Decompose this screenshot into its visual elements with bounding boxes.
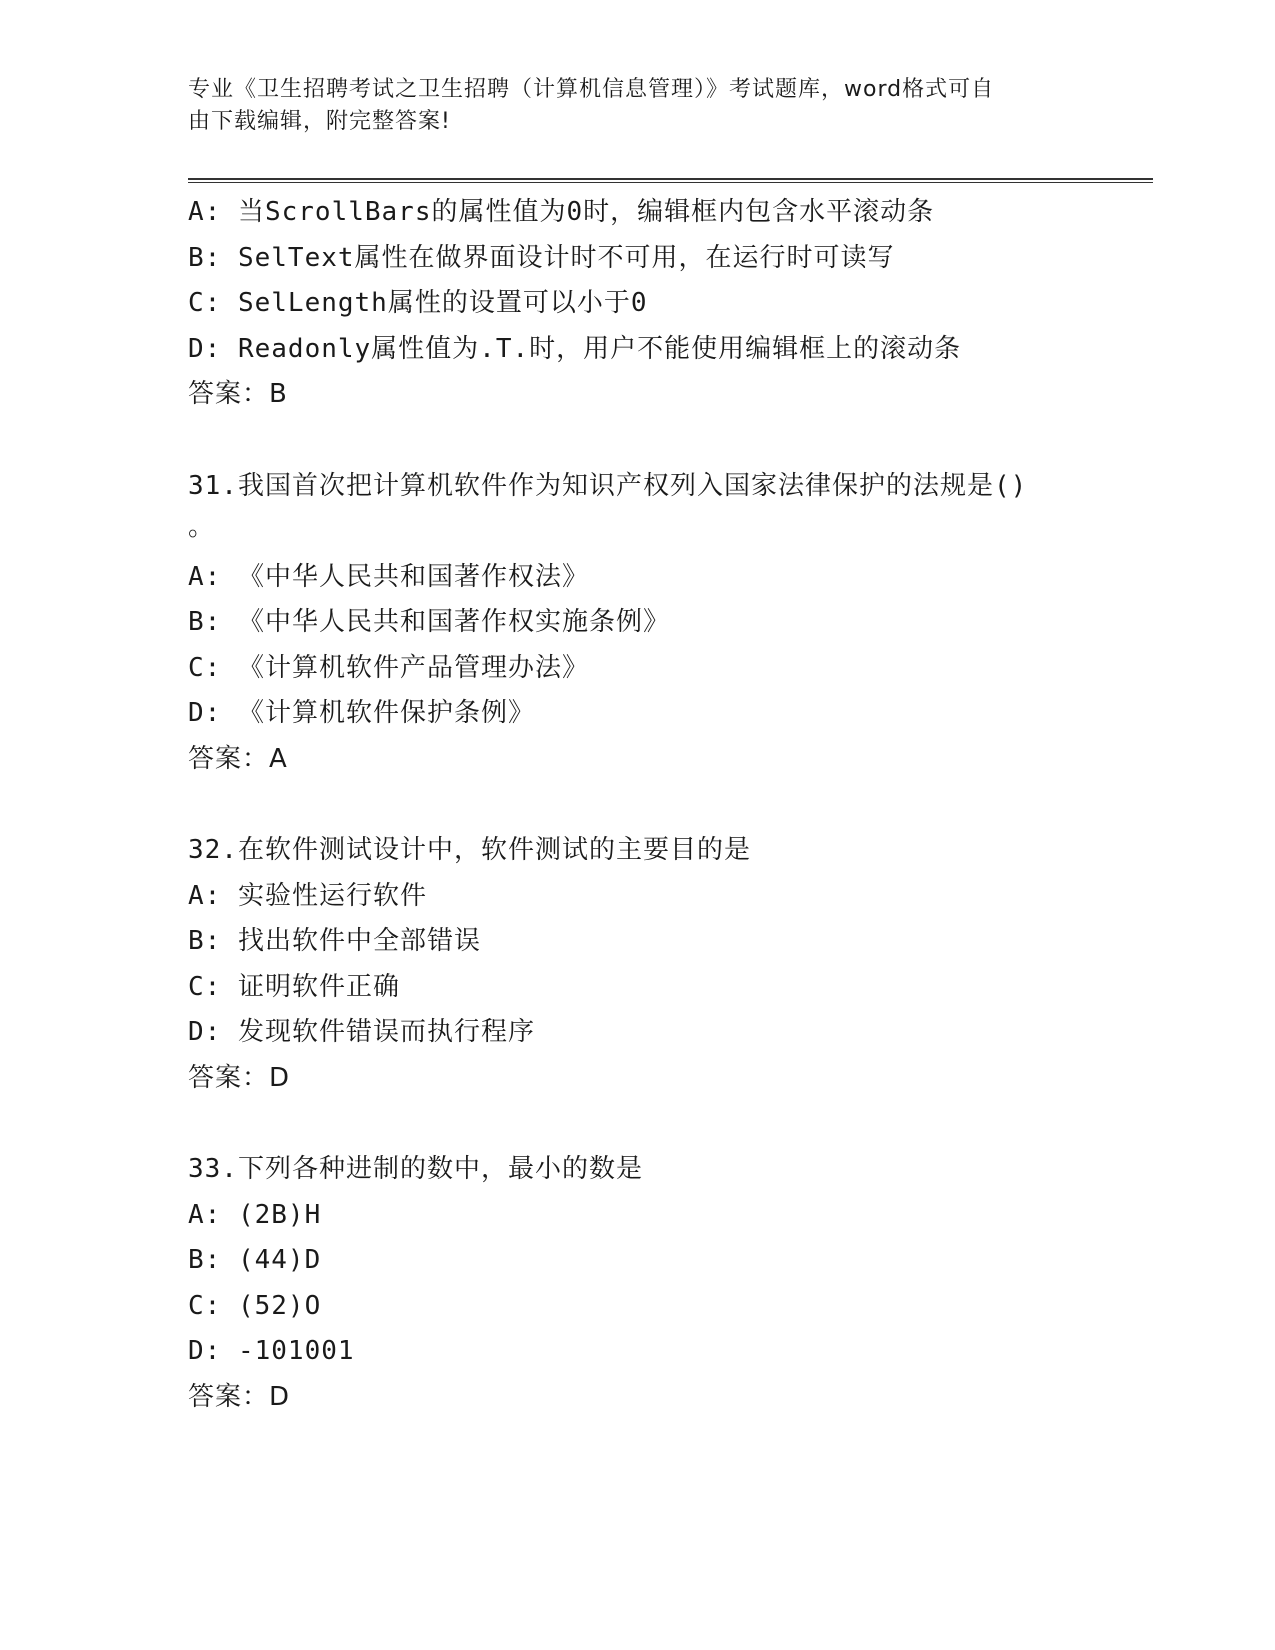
option-d: D: 《计算机软件保护条例》 <box>188 698 535 728</box>
header-line-1: 专业《卫生招聘考试之卫生招聘（计算机信息管理）》考试题库，word格式可自 <box>188 77 995 102</box>
question-list <box>188 190 1088 1420</box>
answer: 答案：A <box>188 743 288 774</box>
answer: 答案：B <box>188 379 288 409</box>
header-divider <box>188 178 1153 183</box>
question-text: 31.我国首次把计算机软件作为知识产权列入国家法律保护的法规是() <box>188 470 1028 501</box>
answer: 答案：D <box>188 1062 291 1093</box>
question-text: 33.下列各种进制的数中，最小的数是 <box>188 1154 643 1184</box>
option-b: B: (44)D <box>188 1245 322 1275</box>
option-c: C: (52)O <box>188 1290 322 1321</box>
document-header <box>188 74 1068 138</box>
question-31 <box>188 464 1088 783</box>
option-d: D: 发现软件错误而执行程序 <box>188 1017 535 1047</box>
option-a: A: (2B)H <box>188 1199 322 1230</box>
option-d: D: -101001 <box>188 1336 355 1366</box>
option-b: B: SelText属性在做界面设计时不可用，在运行时可读写 <box>188 242 895 273</box>
option-c: C: 《计算机软件产品管理办法》 <box>188 652 589 683</box>
option-b: B: 《中华人民共和国著作权实施条例》 <box>188 607 670 637</box>
question-text: 32.在软件测试设计中，软件测试的主要目的是 <box>188 835 751 865</box>
answer: 答案：D <box>188 1381 291 1412</box>
option-c: C: 证明软件正确 <box>188 971 400 1002</box>
question-text-continued: 。 <box>188 512 215 542</box>
question-33 <box>188 1147 1088 1420</box>
option-b: B: 找出软件中全部错误 <box>188 926 481 956</box>
option-c: C: SelLength属性的设置可以小于0 <box>188 288 648 318</box>
option-a: A: 实验性运行软件 <box>188 880 427 911</box>
question-32 <box>188 828 1088 1101</box>
option-a: A: 《中华人民共和国著作权法》 <box>188 561 589 592</box>
option-a: A: 当ScrollBars的属性值为0时，编辑框内包含水平滚动条 <box>188 197 935 227</box>
question-30 <box>188 190 1088 418</box>
header-line-2: 由下载编辑，附完整答案! <box>188 109 451 134</box>
option-d: D: Readonly属性值为.T.时，用户不能使用编辑框上的滚动条 <box>188 333 962 364</box>
